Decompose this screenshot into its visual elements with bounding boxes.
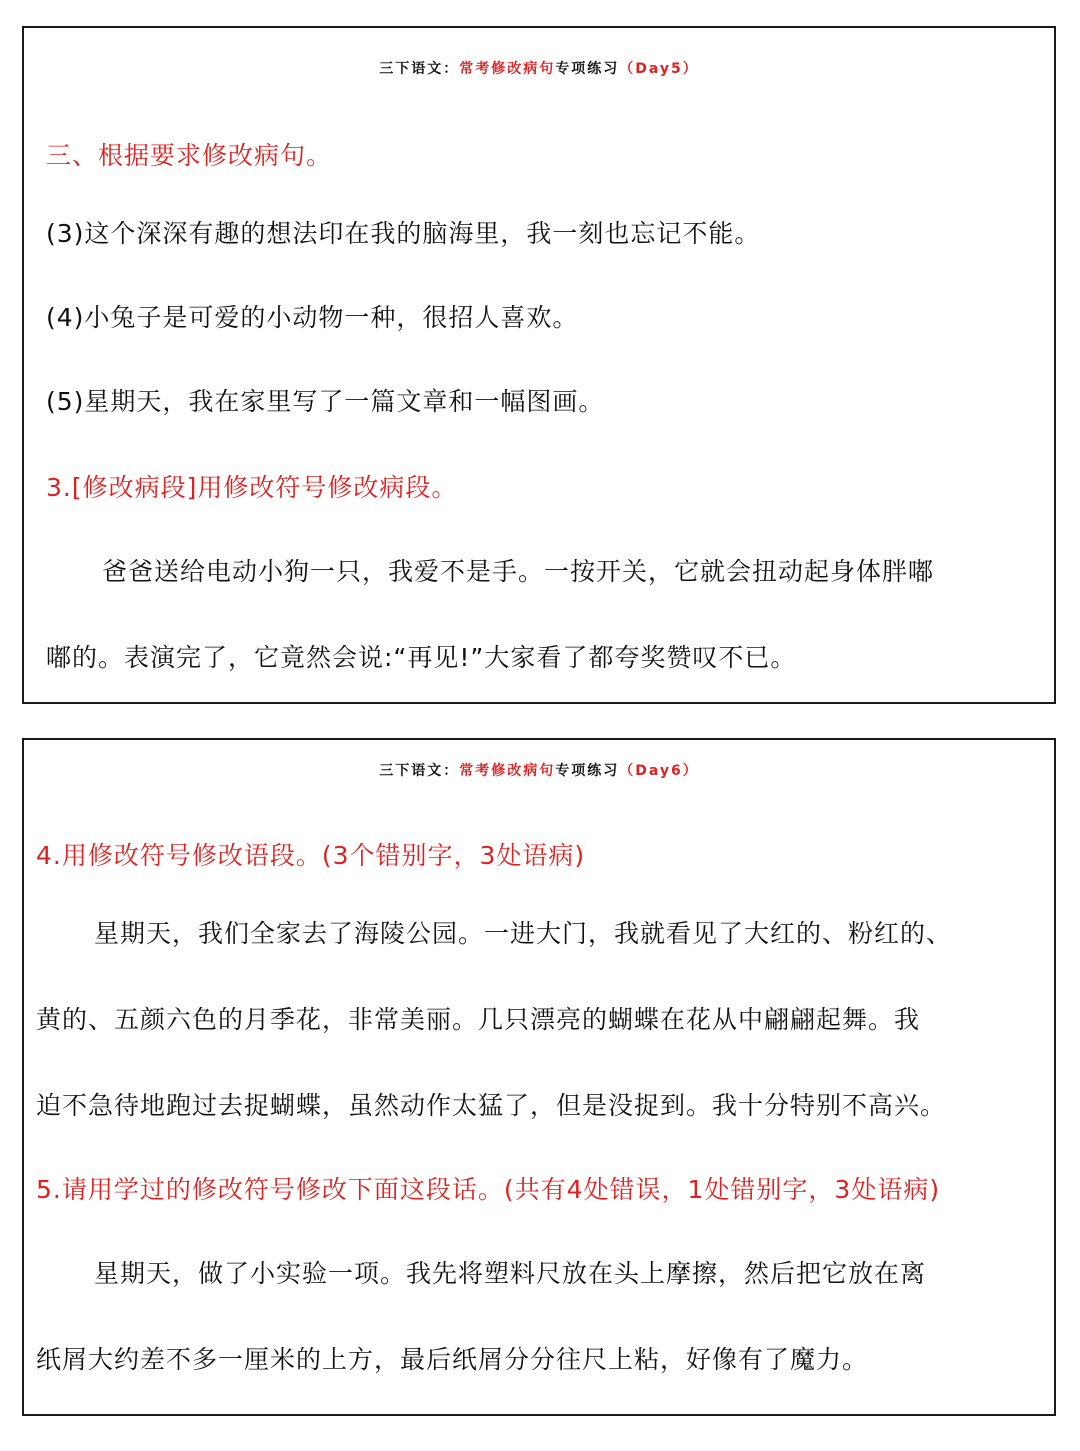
paragraph-line: 纸屑大约差不多一厘米的上方，最后纸屑分分往尺上粘，好像有了魔力。 xyxy=(36,1345,869,1374)
paragraph-line: 嘟的。表演完了，它竟然会说:“再见!”大家看了都夸奖赞叹不已。 xyxy=(46,643,797,672)
exercise-item: (5)星期天，我在家里写了一篇文章和一幅图画。 xyxy=(46,387,605,416)
task-heading: 4.用修改符号修改语段。(3个错别字，3处语病) xyxy=(36,841,586,870)
task-heading: 5.请用学过的修改符号修改下面这段话。(共有4处错误，1处错别字，3处语病) xyxy=(36,1175,941,1204)
worksheet-title-day6 xyxy=(24,760,1054,780)
paragraph-line: 星期天，我们全家去了海陵公园。一进大门，我就看见了大红的、粉红的、 xyxy=(94,919,953,948)
exercise-item: (3)这个深深有趣的想法印在我的脑海里，我一刻也忘记不能。 xyxy=(46,219,761,248)
worksheet-card-day6 xyxy=(22,738,1056,1416)
paragraph-line: 星期天，做了小实验一项。我先将塑料尺放在头上摩擦，然后把它放在离 xyxy=(94,1259,927,1288)
paragraph-line: 黄的、五颜六色的月季花，非常美丽。几只漂亮的蝴蝶在花从中翩翩起舞。我 xyxy=(36,1005,921,1034)
title-highlight: 常考修改病句 xyxy=(459,61,556,77)
paragraph-line: 迫不急待地跑过去捉蝴蝶，虽然动作太猛了，但是没捉到。我十分特别不高兴。 xyxy=(36,1091,947,1120)
paragraph-line: 爸爸送给电动小狗一只，我爱不是手。一按开关，它就会扭动起身体胖嘟 xyxy=(102,557,935,586)
title-middle: 专项练习 xyxy=(555,763,620,779)
exercise-item: (4)小兔子是可爱的小动物一种，很招人喜欢。 xyxy=(46,303,579,332)
section-heading: 三、根据要求修改病句。 xyxy=(46,141,333,170)
title-middle: 专项练习 xyxy=(555,61,620,77)
worksheet-card-day5 xyxy=(22,26,1056,704)
title-prefix: 三下语文： xyxy=(379,61,460,77)
title-suffix: （Day6） xyxy=(619,763,699,779)
task-heading: 3.[修改病段]用修改符号修改病段。 xyxy=(46,473,458,502)
title-suffix: （Day5） xyxy=(619,61,699,77)
worksheet-title-day5 xyxy=(24,58,1054,78)
title-prefix: 三下语文： xyxy=(379,763,460,779)
title-highlight: 常考修改病句 xyxy=(459,763,556,779)
